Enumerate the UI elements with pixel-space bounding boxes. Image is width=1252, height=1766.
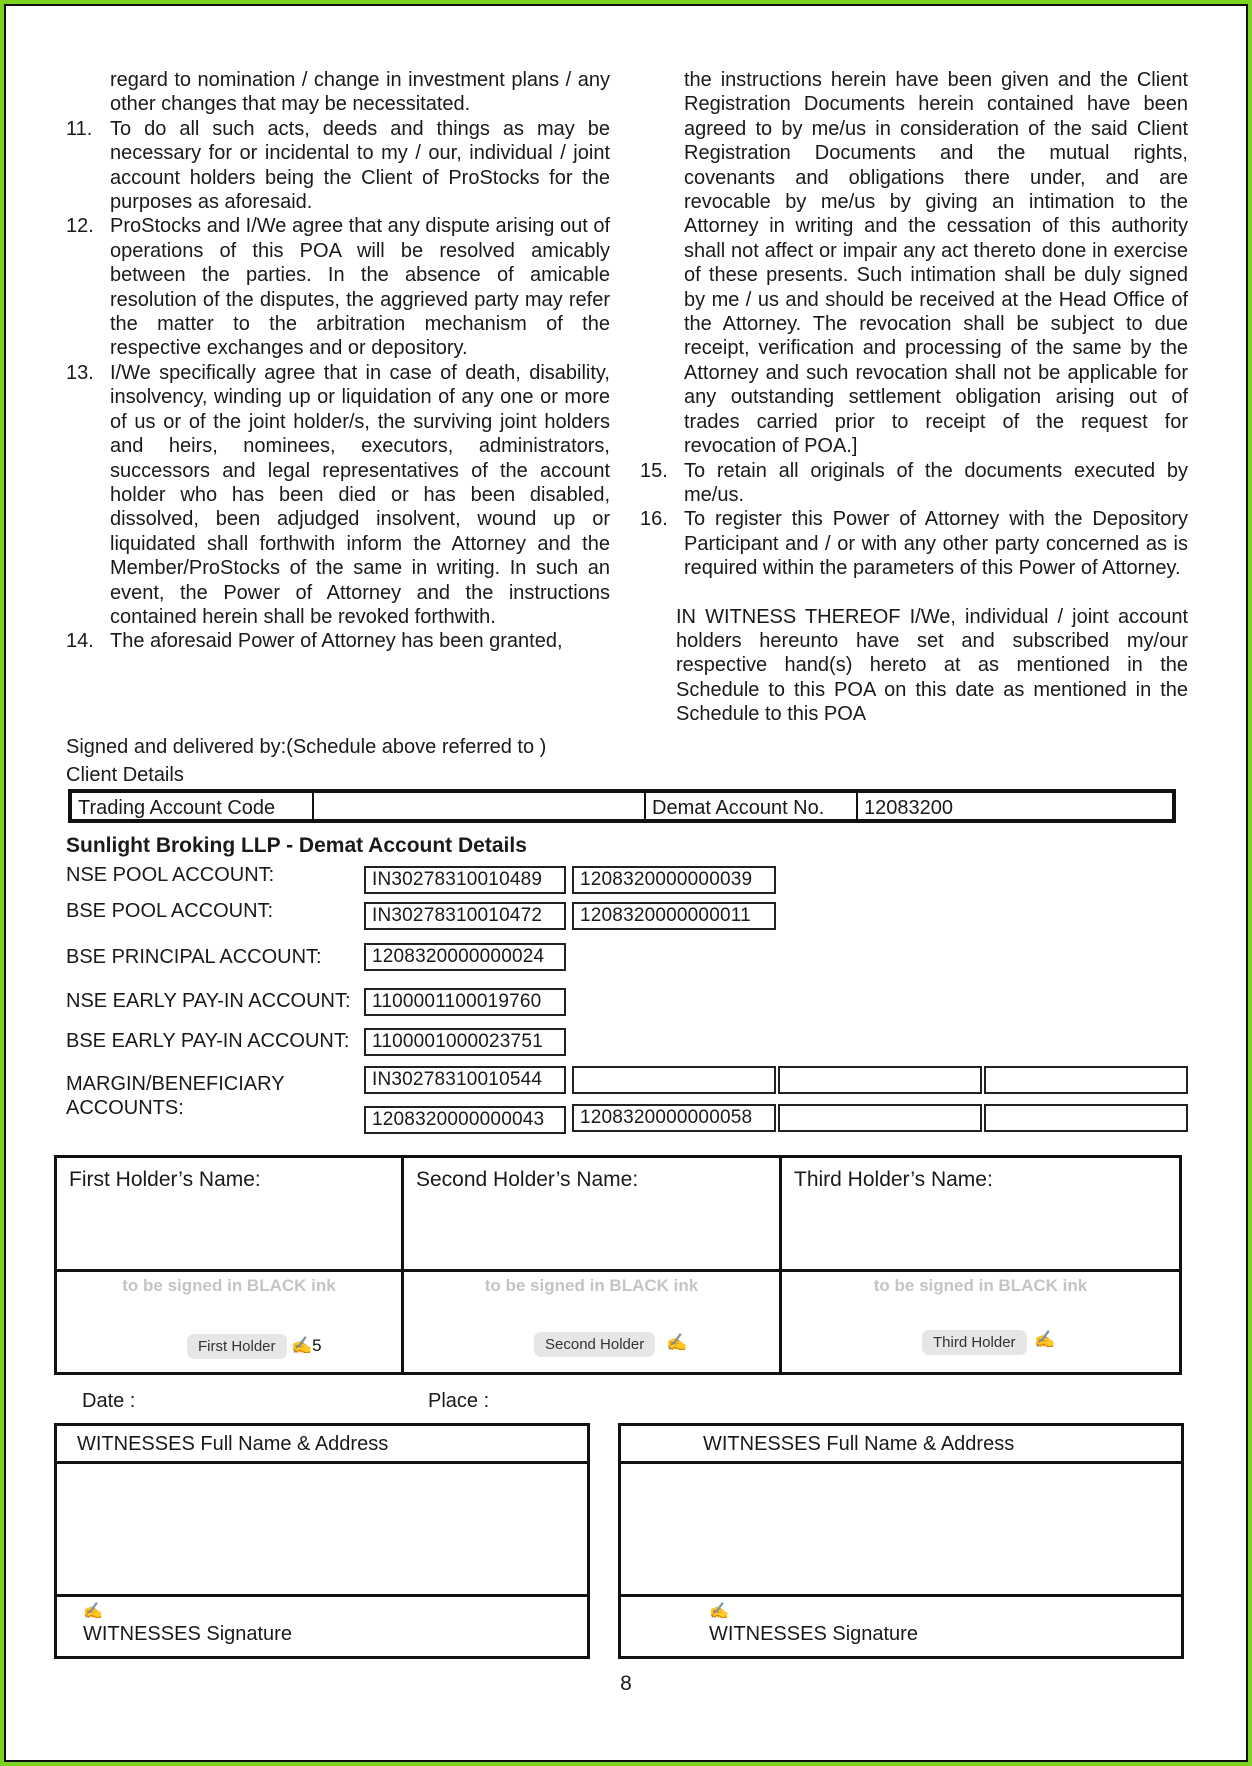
margin-account-field-2-1[interactable]: 1208320000000043 — [364, 1106, 566, 1134]
margin-account-field-1-2[interactable] — [572, 1066, 776, 1094]
bse-pool-account-label: BSE POOL ACCOUNT: — [66, 900, 274, 922]
signature-pen-icon: ✍ — [709, 1603, 729, 1620]
bse-principal-account-label: BSE PRINCIPAL ACCOUNT: — [66, 946, 322, 968]
witness-1-address-field[interactable] — [57, 1467, 587, 1591]
trading-account-code-label: Trading Account Code — [72, 793, 314, 819]
signature-pen-icon: ✍ — [83, 1603, 103, 1620]
margin-account-field-2-3[interactable] — [778, 1104, 982, 1132]
clause-text: regard to nomination / change in investment plans / any other changes that may be necessitated. — [110, 69, 610, 116]
nse-pool-account-field-1[interactable]: IN30278310010489 — [364, 866, 566, 894]
third-holder-sign-button[interactable]: Third Holder — [922, 1330, 1027, 1355]
nse-early-payin-account-label: NSE EARLY PAY-IN ACCOUNT: — [66, 990, 351, 1012]
clause-13 — [66, 361, 610, 629]
clause-continuation — [66, 68, 610, 117]
bse-principal-account-field[interactable]: 1208320000000024 — [364, 943, 566, 971]
ink-note: to be signed in BLACK ink — [873, 1276, 1088, 1295]
third-holder-cell — [782, 1158, 1179, 1372]
clause-number: 13. — [66, 361, 94, 384]
witness-2-signature-label: WITNESSES Signature — [709, 1623, 918, 1645]
second-holder-name-label: Second Holder’s Name: — [416, 1168, 639, 1191]
divider — [57, 1269, 401, 1272]
second-holder-sign-button[interactable]: Second Holder — [534, 1332, 655, 1357]
divider — [404, 1269, 779, 1272]
signature-pen-icon: ✍ — [1034, 1330, 1056, 1349]
right-column — [640, 68, 1188, 727]
clause-number: 11. — [66, 117, 93, 140]
bse-early-payin-account-label: BSE EARLY PAY-IN ACCOUNT: — [66, 1030, 350, 1052]
witness-1-signature-area[interactable] — [57, 1594, 587, 1656]
clause-number: 15. — [640, 459, 668, 482]
margin-beneficiary-accounts-label — [66, 1072, 285, 1120]
signed-delivered-block — [66, 733, 546, 789]
demat-account-no-label: Demat Account No. — [646, 793, 858, 819]
clause-number: 14. — [66, 630, 94, 653]
clause-15 — [640, 459, 1188, 508]
clause-number: 12. — [66, 215, 94, 238]
clause-text: To register this Power of Attorney with the Depository Participant and / or with any other party concerned as is required within the parameters of this Power of Attorney. — [684, 508, 1188, 580]
margin-label-line1: MARGIN/BENEFICIARY — [66, 1073, 285, 1095]
divider — [782, 1269, 1179, 1272]
clause-number: 16. — [640, 508, 668, 531]
clause-text: To retain all originals of the documents executed by me/us. — [684, 459, 1188, 506]
margin-account-field-1-4[interactable] — [984, 1066, 1188, 1094]
nse-pool-account-field-2[interactable]: 1208320000000039 — [572, 866, 776, 894]
signature-pen-icon: ✍5 — [291, 1336, 322, 1355]
place-label: Place : — [428, 1390, 490, 1412]
margin-account-field-2-4[interactable] — [984, 1104, 1188, 1132]
first-holder-sign-button[interactable]: First Holder — [187, 1334, 287, 1359]
trading-account-code-field[interactable] — [314, 793, 646, 819]
clause-12 — [66, 214, 610, 360]
ink-note: to be signed in BLACK ink — [484, 1276, 699, 1295]
clause-text: The aforesaid Power of Attorney has been granted, — [110, 630, 563, 653]
margin-label-line2: ACCOUNTS: — [66, 1097, 184, 1119]
witness-1-header: WITNESSES Full Name & Address — [57, 1426, 587, 1464]
page-number: 8 — [620, 1672, 632, 1695]
pen-suffix: 5 — [312, 1336, 322, 1355]
holders-signature-table — [54, 1155, 1182, 1375]
date-label: Date : — [82, 1390, 136, 1412]
first-holder-cell — [57, 1158, 404, 1372]
client-details-label: Client Details — [66, 764, 184, 786]
ink-note: to be signed in BLACK ink — [122, 1276, 336, 1295]
margin-account-field-2-2[interactable]: 1208320000000058 — [572, 1104, 776, 1132]
clause-14 — [66, 629, 610, 653]
clause-14-continuation — [640, 68, 1188, 459]
bse-early-payin-account-field[interactable]: 1100001000023751 — [364, 1028, 566, 1056]
clause-text: To do all such acts, deeds and things as may be necessary for or incidental to my / our, individual / joint account holders being the Client of ProStocks for the purposes as aforesaid. — [110, 117, 610, 214]
second-holder-cell — [404, 1158, 782, 1372]
bse-pool-account-field-2[interactable]: 1208320000000011 — [572, 902, 776, 930]
witness-box-1 — [54, 1423, 590, 1659]
signature-pen-icon: ✍ — [666, 1333, 688, 1352]
witness-2-signature-area[interactable] — [621, 1594, 1181, 1656]
clause-text: I/We specifically agree that in case of death, disability, insolvency, winding up or liquidation of any one or more of us or of the joint holder/s, the surviving joint holders and heirs, nominees, executors, administrators, successors and legal representatives of the account holder who has been died or has been disabled, dissolved, been adjudged insolvent, wound up or liquidated shall forthwith inform the Attorney and the Member/ProStocks of the same in writing. In such an event, the Power of Attorney and the instructions contained herein shall be revoked forthwith. — [110, 361, 610, 628]
nse-pool-account-label: NSE POOL ACCOUNT: — [66, 864, 275, 886]
witness-2-header: WITNESSES Full Name & Address — [621, 1426, 1181, 1464]
margin-account-field-1-1[interactable]: IN30278310010544 — [364, 1066, 566, 1094]
demat-details-title: Sunlight Broking LLP - Demat Account Details — [66, 834, 527, 857]
bse-pool-account-field-1[interactable]: IN30278310010472 — [364, 902, 566, 930]
clause-11 — [66, 117, 610, 215]
first-holder-name-label: First Holder’s Name: — [69, 1168, 261, 1191]
margin-account-field-1-3[interactable] — [778, 1066, 982, 1094]
client-details-table — [68, 789, 1176, 823]
nse-early-payin-account-field[interactable]: 1100001100019760 — [364, 988, 566, 1016]
witness-1-signature-label: WITNESSES Signature — [83, 1623, 292, 1645]
demat-account-no-field[interactable]: 12083200 — [864, 797, 953, 819]
signed-delivered-label: Signed and delivered by:(Schedule above referred to ) — [66, 736, 547, 758]
witness-box-2 — [618, 1423, 1184, 1659]
clause-text: the instructions herein have been given and the Client Registration Documents herein contained have been agreed to by me/us in consideration of the said Client Registration Documents and the mutual rights, covenants and obligations there under, and are revocable by me/us by giving an intimation to the Attorney in writing and the cessation of this authority shall not affect or impair any act thereto done in exercise of these presents. Such intimation shall be duly signed by me / us and should be received at the Head Office of the Attorney. The revocation shall be subject to due receipt, verification and processing of the same by the Attorney and such revocation shall not be applicable for any outstanding settlement obligation arising out of trades carried prior to receipt of the request for revocation of POA.] — [684, 69, 1188, 458]
in-witness-statement: IN WITNESS THEREOF I/We, individual / joint account holders hereunto have set and subscribed my/our respective hand(s) hereto at as mentioned in the Schedule to this POA on this date as mentioned in the Schedule to this POA — [676, 605, 1188, 726]
witness-2-address-field[interactable] — [621, 1467, 1181, 1591]
clause-16 — [640, 507, 1188, 580]
clause-text: ProStocks and I/We agree that any dispute arising out of operations of this POA will be resolved amicably between the parties. In the absence of amicable resolution of the disputes, the aggrieved party may refer the matter to the arbitration mechanism of the respective exchanges and or depository. — [110, 215, 610, 360]
third-holder-name-label: Third Holder’s Name: — [794, 1168, 993, 1191]
left-column — [66, 68, 610, 654]
